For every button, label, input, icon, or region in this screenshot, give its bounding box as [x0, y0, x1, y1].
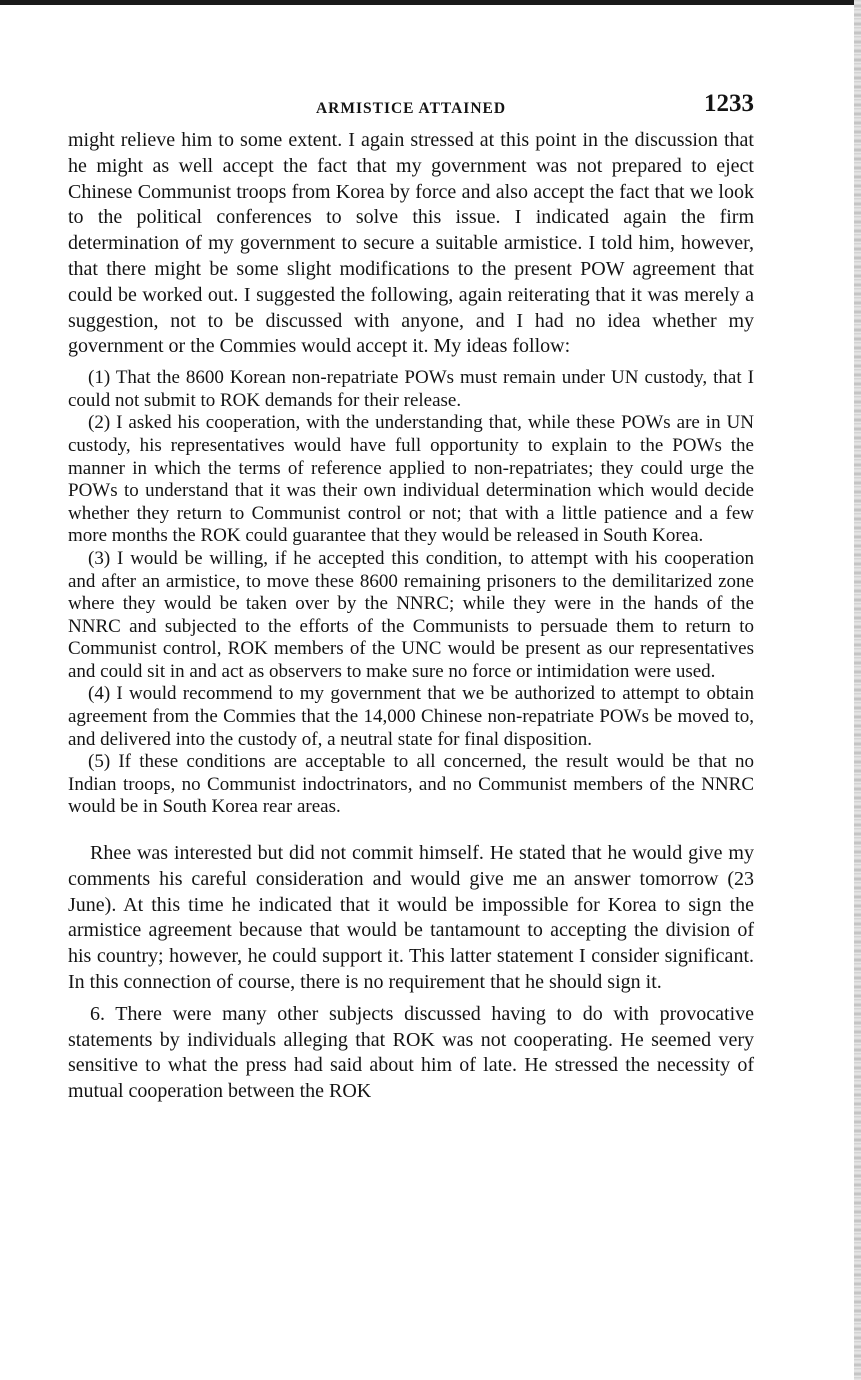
scan-edge-top: [0, 0, 861, 5]
proposal-list: [68, 367, 754, 819]
book-page: [68, 88, 754, 1105]
proposal-item-2: (2) I asked his cooperation, with the understanding that, while these POWs are in UN custody, his representatives would have full opportunity to explain to the POWs the manner in which the terms of reference applied to non-repatriates; they could urge the POWs to understand that it was their own individual determination which would decide whether they return to Communist control or not; that with a little patience and a few more months the ROK could guarantee that they would be released in South Korea.: [68, 412, 754, 547]
page-number: 1233: [704, 90, 754, 117]
proposal-item-1: (1) That the 8600 Korean non-repatriate POWs must remain under UN custody, that I could not submit to ROK demands for their release.: [68, 367, 754, 411]
page-header: [68, 88, 754, 124]
paragraph-six: 6. There were many other subjects discussed having to do with provocative statements by individuals alleging that ROK was not cooperating. He seemed very sensitive to what the press had said about him of late. He stressed the necessity of mutual cooperation between the ROK: [68, 1002, 754, 1103]
proposal-item-5: (5) If these conditions are acceptable to all concerned, the result would be that no Indian troops, no Communist indoctrinators, and no Communist members of the NNRC would be in South Korea rear areas.: [68, 751, 754, 818]
proposal-item-3: (3) I would be willing, if he accepted this condition, to attempt with his cooperation and after an armistice, to move these 8600 remaining prisoners to the demilitarized zone where they would be taken over by the NNRC; while they were in the hands of the NNRC and subjected to the efforts of the Communists to persuade them to return to Communist control, ROK members of the UNC would be present as our representatives and could sit in and act as observers to make sure no force or intimidation were used.: [68, 547, 754, 682]
opening-paragraph: might relieve him to some extent. I again stressed at this point in the discussion that he might as well accept the fact that my government was not prepared to eject Chinese Communist troops from Korea by force and also accept the fact that we look to the political conferences to solve this issue. I indicated again the firm determination of my government to secure a suitable armistice. I told him, however, that there might be some slight modifications to the present POW agreement that could be worked out. I suggested the following, again reiterating that it was merely a suggestion, not to be discussed with anyone, and I had no idea whether my government or the Commies would accept it. My ideas follow:: [68, 129, 754, 358]
running-head: ARMISTICE ATTAINED: [315, 100, 507, 117]
proposal-item-4: (4) I would recommend to my government that we be authorized to attempt to obtain agreement from the Commies that the 14,000 Chinese non-repatriate POWs be moved to, and delivered into the custody of, a neutral state for final disposition.: [68, 683, 754, 750]
page-body: [68, 128, 754, 1105]
scan-edge-right: [854, 0, 861, 1380]
rhee-response-paragraph: Rhee was interested but did not commit himself. He stated that he would give my comments his careful consideration and would give me an answer tomorrow (23 June). At this time he indicated that it would be impossible for Korea to sign the armistice agreement because that would be tantamount to accepting the division of his country; however, he could support it. This latter statement I consider significant. In this connection of course, there is no requirement that he should sign it.: [68, 842, 754, 994]
